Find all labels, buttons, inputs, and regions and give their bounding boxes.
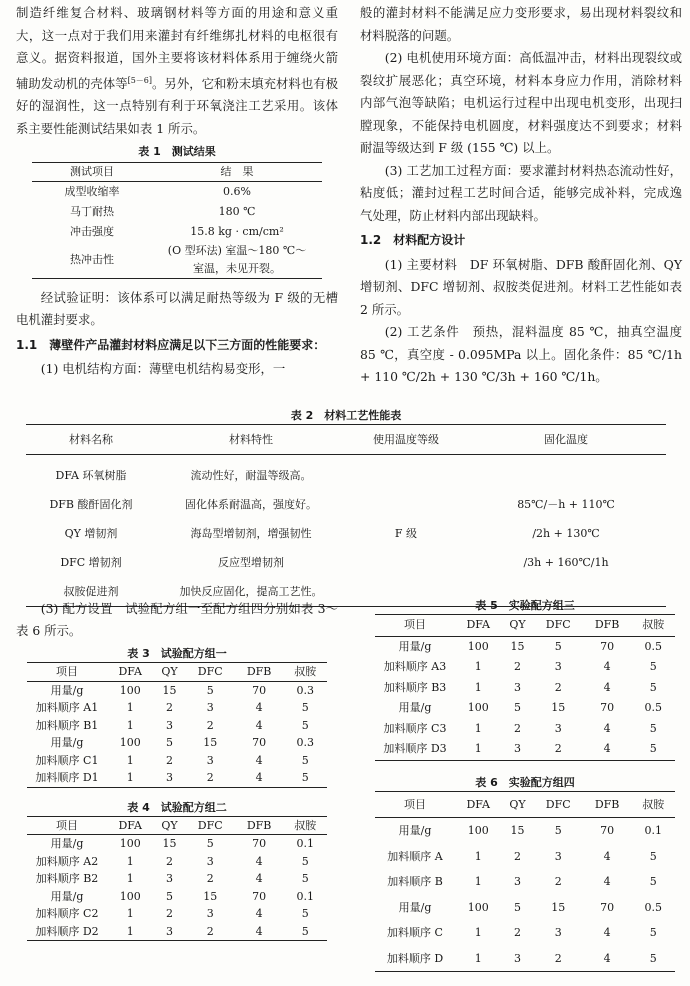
- table5-header: DFB: [583, 615, 632, 637]
- table4-caption: 表 4 试验配方组二: [127, 800, 227, 814]
- citation-ref: [5－6]: [127, 75, 153, 85]
- table3-caption: 表 3 试验配方组一: [127, 647, 227, 660]
- table6-header: 叔胺: [631, 791, 675, 818]
- table5-header: 叔胺: [631, 615, 675, 637]
- section-heading-1-2: 1.2 材料配方设计: [360, 233, 466, 247]
- table-row: 加料顺序 B3 1 3 2 4 5: [383, 680, 657, 694]
- table3-header: DFA: [107, 663, 153, 682]
- table6-header: DFB: [583, 791, 632, 818]
- table3-header: DFC: [186, 663, 235, 682]
- table3-header: 叔胺: [283, 663, 327, 682]
- table-row: 加料顺序 A2 1 2 3 4 5: [35, 854, 309, 868]
- table-row: 加料顺序 C1 1 2 3 4 5: [35, 753, 309, 767]
- table-row: 加料顺序 C2 1 2 3 4 5: [35, 907, 309, 920]
- table-row: 用量/g 100 15 5 70 0.3: [50, 683, 314, 697]
- table-row: 用量/g 100 15 5 70 0.1: [398, 824, 662, 837]
- table2: [26, 424, 666, 607]
- table-row: DFA 环氧树脂 流动性好，耐温等级高。: [55, 469, 312, 482]
- paragraph-process: (3) 工艺加工过程方面：要求灌封材料热态流动性好，粘度低；灌封过程工艺时间合适，能够完成补料，完成逸气处理，防止材料内部出现缺料。: [360, 162, 682, 223]
- table-row: 热冲击性 (O 型环法) 室温～180 ℃～ 室温，未见开裂。: [70, 243, 307, 275]
- bottom-right-column: [370, 598, 680, 972]
- table5: [375, 614, 675, 761]
- table4: [27, 816, 327, 942]
- table6: [375, 791, 675, 973]
- table-row: 用量/g 100 5 15 70 0.5: [398, 701, 662, 714]
- table-row: QY 增韧剂 海岛型增韧剂，增强韧性 F 级 /2h + 130℃: [64, 527, 600, 540]
- left-column: [16, 2, 338, 381]
- table-row: 加料顺序 C 1 2 3 4 5: [387, 926, 657, 939]
- table-row: DFC 增韧剂 反应型增韧剂 /3h + 160℃/1h: [60, 556, 609, 569]
- table-row: 加料顺序 A3 1 2 3 4 5: [383, 660, 657, 673]
- table2-header: 使用温度等级: [346, 425, 466, 455]
- table-row: 加料顺序 D3 1 3 2 4 5: [383, 742, 657, 755]
- table-row: 加料顺序 D 1 3 2 4 5: [386, 951, 657, 965]
- table-row: 用量/g 100 5 15 70 0.5: [398, 900, 662, 914]
- paragraph-structure: (1) 电机结构方面：薄壁电机结构易变形，一: [40, 361, 286, 377]
- table2-header: 材料名称: [26, 425, 156, 455]
- table-row: 加料顺序 B1 1 3 2 4 5: [35, 718, 309, 732]
- table3-header: DFB: [235, 663, 284, 682]
- right-column: [360, 2, 682, 389]
- table3-header: QY: [153, 663, 185, 682]
- table-row: 加料顺序 B2 1 3 2 4 5: [35, 872, 309, 885]
- table5-header: DFA: [455, 615, 501, 637]
- bottom-left-column: [16, 598, 338, 941]
- table1-caption: 表 1 测试结果: [138, 145, 216, 159]
- table-row: 成型收缩率 0.6%: [64, 184, 251, 198]
- table1-header: 测试项目: [32, 163, 152, 182]
- paragraph-conclusion: 经试验证明：该体系可以满足耐热等级为 F 级的无槽电机灌封要求。: [16, 289, 338, 328]
- table4-header: QY: [153, 816, 185, 835]
- table-row: 叔胺促进剂 加快反应固化，提高工艺性。: [63, 585, 323, 598]
- table4-header: DFB: [235, 816, 284, 835]
- table1-header: 结 果: [152, 163, 322, 182]
- table4-header: 叔胺: [283, 816, 327, 835]
- paragraph-materials: (1) 主要材料 DF 环氧树脂、DFB 酸酐固化剂、QY 增韧剂、DFC 增韧剂、叔胺类促进剂。材料工艺性能如表 2 所示。: [360, 256, 682, 317]
- table-row: 马丁耐热 180 ℃: [70, 204, 256, 218]
- table4-header: 项目: [27, 816, 107, 835]
- table-row: 加料顺序 A1 1 2 3 4 5: [35, 701, 309, 714]
- table5-header: QY: [501, 615, 533, 637]
- table-row: 加料顺序 B 1 3 2 4 5: [387, 875, 657, 888]
- table6-header: DFC: [534, 791, 583, 818]
- paragraph-continued: 般的灌封材料不能满足应力变形要求，易出现材料裂纹和材料脱落的问题。: [360, 5, 682, 43]
- table2-block: [16, 408, 676, 607]
- table-row: 用量/g 100 15 5 70 0.5: [398, 639, 662, 653]
- paragraph-conditions: (2) 工艺条件 预热，混料温度 85 ℃，抽真空温度 85 ℃，真空度 - 0.095MPa 以上。固化条件：85 ℃/1h + 110 ℃/2h + 130 ℃/3h + 160 ℃/1h。: [360, 324, 682, 384]
- table5-header: 项目: [375, 615, 455, 637]
- table1: [32, 162, 322, 279]
- table-row: DFB 酸酐固化剂 固化体系耐温高，强度好。 85℃/－h + 110℃: [49, 498, 615, 511]
- table-row: 加料顺序 D1 1 3 2 4 5: [35, 771, 309, 784]
- table2-header: 材料特性: [156, 425, 346, 455]
- table3-header: 项目: [27, 663, 107, 682]
- table5-header: DFC: [534, 615, 583, 637]
- table6-header: DFA: [455, 791, 501, 818]
- table3: [27, 662, 327, 788]
- table-row: 加料顺序 D2 1 3 2 4 5: [35, 924, 309, 938]
- table-row: 加料顺序 A 1 2 3 4 5: [387, 849, 657, 863]
- table6-caption: 表 6 实验配方组四: [475, 775, 575, 789]
- paragraph-intro: 制造纤维复合材料、玻璃钢材料等方面的用途和意义重大，这一点对于我们用来灌封有纤维绑扎材料的电枢很有意义。据资料报道，国外主要将该材料体系用于缠绕火箭辅助发动机的壳体等[5－6]。另外，它和粉末填充材料也有极好的湿润性，这一点特别有利于环氧浇注工艺采用。该体系主要性能测试结果如表 1 所示。: [16, 5, 339, 136]
- paragraph-formulations: (3) 配方设置 试验配方组一至配方组四分别如表 3～表 6 所示。: [16, 601, 338, 638]
- table2-header: 固化温度: [466, 425, 666, 455]
- section-heading-1-1: 1.1 薄壁件产品灌封材料应满足以下三方面的性能要求：: [16, 337, 326, 352]
- table2-caption: 表 2 材料工艺性能表: [290, 409, 402, 422]
- table4-header: DFC: [186, 816, 235, 835]
- table-row: 用量/g 100 5 15 70 0.1: [50, 889, 314, 903]
- table6-header: QY: [501, 791, 533, 818]
- table-row: 加料顺序 C3 1 2 3 4 5: [383, 721, 657, 735]
- table5-caption: 表 5 实验配方组三: [475, 599, 575, 612]
- table6-header: 项目: [375, 791, 455, 818]
- paragraph-environment: (2) 电机使用环境方面：高低温冲击，材料出现裂纹或裂纹扩展恶化；真空环境，材料本身应力作用，消除材料内部气泡等缺陷；电机运行过程中出现电机变形，出现扫膛现象，不能保持电机圆度，材料强度达不到要求；材料耐温等级达到 F 级 (155 ℃) 以上。: [360, 50, 682, 155]
- table-row: 冲击强度 15.8 kg · cm/cm²: [70, 224, 284, 238]
- table-row: 用量/g 100 15 5 70 0.1: [50, 837, 314, 850]
- table4-header: DFA: [107, 816, 153, 835]
- table-row: 用量/g 100 5 15 70 0.3: [50, 736, 314, 749]
